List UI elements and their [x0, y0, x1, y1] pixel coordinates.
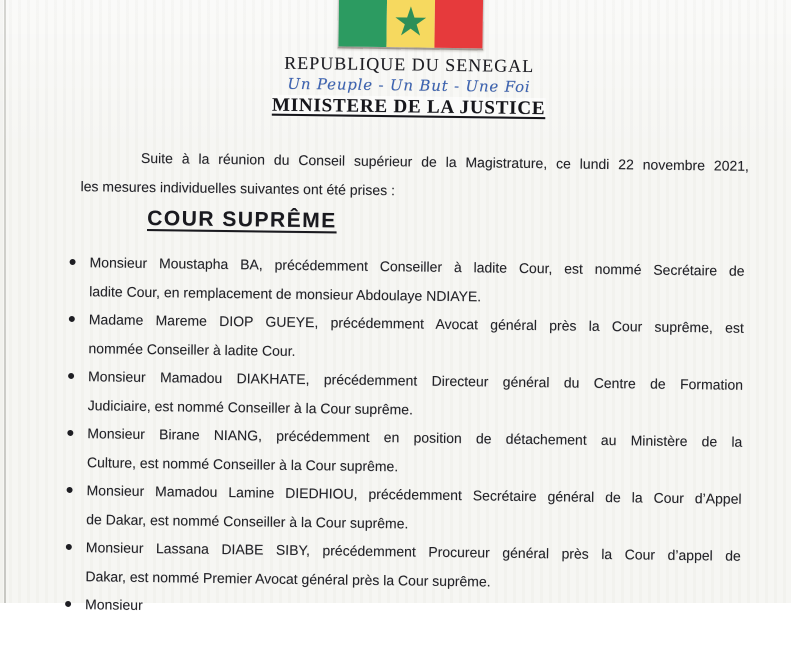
bullet-dot	[67, 487, 73, 493]
bullet-dot	[70, 259, 76, 265]
bullet-dot	[66, 544, 72, 550]
list-item	[89, 248, 745, 314]
bullet-dot	[69, 316, 75, 322]
bullet-line-1: Monsieur Mamadou DIAKHATE, précédemment Directeur général du Centre de Formation	[87, 368, 744, 393]
bullet-dot	[68, 373, 74, 379]
bullet-line-1: Monsieur Moustapha BA, précédemment Conseiller à ladite Cour, est nommé Secrétaire de	[89, 254, 745, 279]
letterhead	[224, 52, 595, 121]
republic-title: REPUBLIQUE DU SENEGAL	[284, 52, 535, 76]
intro-paragraph	[80, 143, 749, 209]
flag-green-band	[338, 0, 387, 47]
bullet-line-1: Monsieur Mamadou Lamine DIEDHIOU, précédemment Secrétaire général de la Cour d’Appel	[86, 482, 742, 507]
bullet-line-1: Monsieur	[84, 596, 143, 613]
bullet-dot	[65, 601, 71, 607]
list-item	[88, 305, 744, 371]
bullet-line-2: Judiciaire, est nommé Conseiller à la Cour suprême.	[87, 396, 414, 417]
national-motto: Un Peuple - Un But - Une Foi	[287, 74, 531, 96]
bullet-line-2: Dakar, est nommé Premier Avocat général près la Cour suprême.	[85, 567, 491, 589]
bullet-line-2: de Dakar, est nommé Conseiller à la Cour suprême.	[86, 510, 409, 531]
bullet-line-2: nommée Conseiller à ladite Cour.	[88, 339, 296, 359]
list-item	[85, 533, 741, 599]
section-title-cour-supreme: COUR SUPRÊME	[147, 206, 337, 233]
ministry-title: MINISTERE DE LA JUSTICE	[271, 94, 546, 120]
flag-yellow-band	[386, 0, 435, 48]
bullet-line-2: Culture, est nommé Conseiller à la Cour suprême.	[86, 453, 399, 474]
list-item	[87, 419, 743, 485]
bullet-line-2: ladite Cour, en remplacement de monsieur Abdoulaye NDIAYE.	[89, 282, 482, 304]
flag-red-band	[434, 0, 483, 48]
flag-star-icon: ★	[392, 0, 429, 47]
bullet-line-1: Monsieur Lassana DIABE SIBY, précédemment Procureur général près la Cour d’appel de	[85, 539, 741, 564]
appointments-list	[85, 248, 745, 627]
intro-line-2: les mesures individuelles suivantes ont été prises :	[80, 177, 396, 198]
list-item	[86, 476, 742, 542]
bullet-line-1: Monsieur Birane NIANG, précédemment en position de détachement au Ministère de la	[87, 425, 743, 450]
bullet-line-1: Madame Mareme DIOP GUEYE, précédemment Avocat général près la Cour suprême, est	[88, 311, 744, 336]
list-item	[88, 362, 744, 428]
intro-line-1: Suite à la réunion du Conseil supérieur de la Magistrature, ce lundi 22 novembre 2021,	[140, 149, 749, 174]
bullet-dot	[67, 430, 73, 436]
senegal-flag	[337, 0, 484, 50]
